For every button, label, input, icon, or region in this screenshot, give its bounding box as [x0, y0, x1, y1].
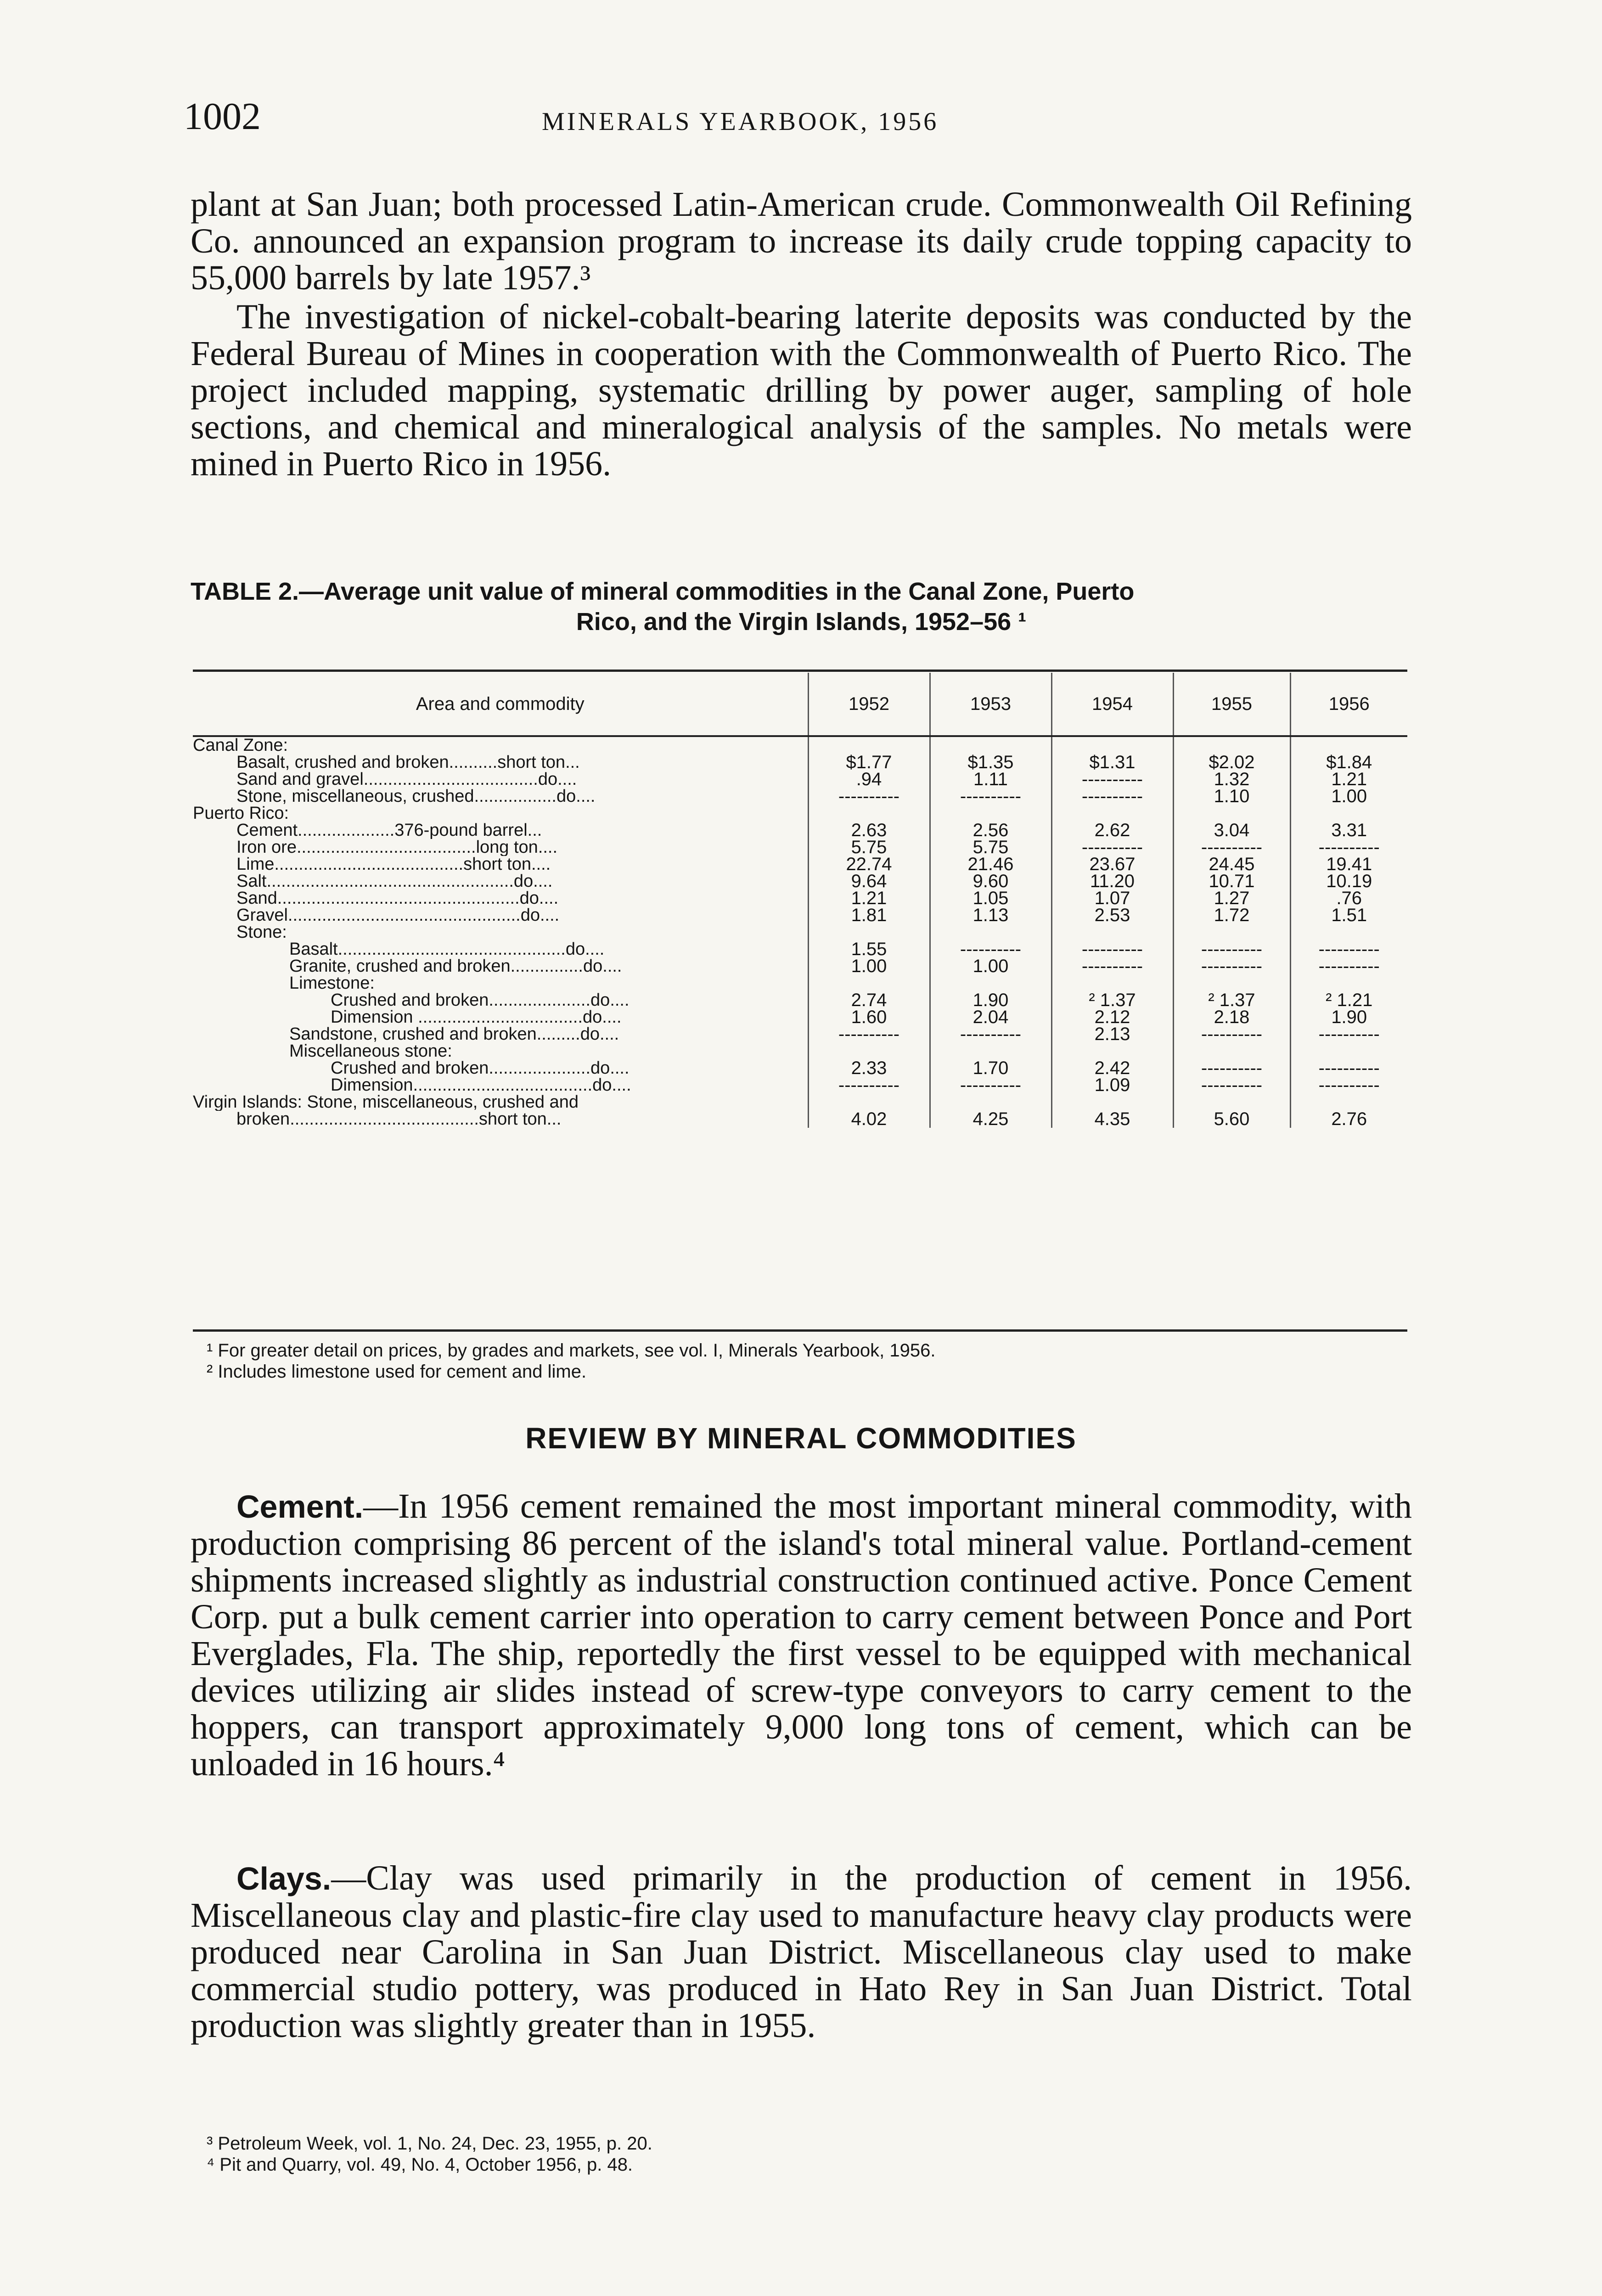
cell-1952: [808, 924, 930, 941]
cell-1952: 2.63: [808, 822, 930, 839]
table-row: [193, 1060, 1407, 1077]
table-row: [193, 975, 1407, 992]
cell-1952: 1.00: [808, 958, 930, 975]
page-footnote-3: ³ Petroleum Week, vol. 1, No. 24, Dec. 23, 1955, p. 20.: [207, 2133, 652, 2154]
cell-1953: 1.05: [930, 890, 1051, 907]
cell-1955: ----------: [1173, 1077, 1290, 1094]
row-label: Sandstone, crushed and broken.........do....: [289, 1026, 619, 1043]
cell-1954: 1.07: [1051, 890, 1173, 907]
cell-1956: ----------: [1290, 958, 1407, 975]
page-footnote-4: ⁴ Pit and Quarry, vol. 49, No. 4, October 1956, p. 48.: [207, 2155, 633, 2175]
cell-1956: [1290, 975, 1407, 992]
cell-1955: 5.60: [1173, 1111, 1290, 1128]
cell-1954: [1051, 975, 1173, 992]
cell-1956: 1.00: [1290, 788, 1407, 805]
cell-1953: 1.11: [930, 771, 1051, 788]
cell-1952: 2.74: [808, 992, 930, 1009]
cell-1953: [930, 1043, 1051, 1060]
table-row: [193, 958, 1407, 975]
cell-1956: ----------: [1290, 1026, 1407, 1043]
cell-1954: [1051, 924, 1173, 941]
clays-paragraph: [191, 1860, 1412, 2044]
cell-1955: [1173, 736, 1290, 754]
cell-1956: [1290, 736, 1407, 754]
row-label: Granite, crushed and broken...............do....: [289, 958, 622, 975]
unit-value-table: [193, 673, 1407, 1128]
cell-1953: 5.75: [930, 839, 1051, 856]
header-1954: 1954: [1051, 673, 1173, 736]
cell-1955: ----------: [1173, 941, 1290, 958]
cell-1955: 3.04: [1173, 822, 1290, 839]
row-label: Stone:: [236, 924, 287, 941]
cell-1952: 4.02: [808, 1111, 930, 1128]
header-1955: 1955: [1173, 673, 1290, 736]
table-row: [193, 754, 1407, 771]
table-row: [193, 822, 1407, 839]
cell-1953: 9.60: [930, 873, 1051, 890]
running-title: MINERALS YEARBOOK, 1956: [542, 107, 939, 136]
cell-1955: $2.02: [1173, 754, 1290, 771]
cell-1954: 2.62: [1051, 822, 1173, 839]
cell-1955: 1.27: [1173, 890, 1290, 907]
row-label: Stone, miscellaneous, crushed.................do....: [236, 788, 596, 805]
row-label: Limestone:: [289, 975, 375, 992]
cell-1954: $1.31: [1051, 754, 1173, 771]
row-label: broken.......................................short ton...: [236, 1111, 562, 1128]
cell-1953: ----------: [930, 941, 1051, 958]
row-label: Sand and gravel....................................do....: [236, 771, 577, 788]
row-label: Miscellaneous stone:: [289, 1043, 452, 1060]
table-footnote-1: ¹ For greater detail on prices, by grades and markets, see vol. I, Minerals Yearbook, 1956.: [207, 1340, 936, 1361]
laterite-paragraph: The investigation of nickel-cobalt-bearing laterite deposits was conducted by the Federal Bureau of Mines in cooperation with the Commonwealth of Puerto Rico. The project included mapping, systematic drilling by power auger, sampling of hole sections, and chemical and mineralogical analysis of the samples. No metals were mined in Puerto Rico in 1956.: [191, 298, 1412, 483]
section-heading: REVIEW BY MINERAL COMMODITIES: [525, 1422, 1077, 1455]
cell-1954: 2.12: [1051, 1009, 1173, 1026]
table-caption-line2: Rico, and the Virgin Islands, 1952–56 ¹: [576, 608, 1027, 636]
cell-1955: ----------: [1173, 1026, 1290, 1043]
cell-1954: ----------: [1051, 958, 1173, 975]
cell-1953: 2.56: [930, 822, 1051, 839]
row-label: Basalt...............................................do....: [289, 941, 605, 958]
cell-1954: 1.09: [1051, 1077, 1173, 1094]
cell-1955: 1.32: [1173, 771, 1290, 788]
cell-1954: [1051, 1043, 1173, 1060]
row-label: Gravel................................................do....: [236, 907, 560, 924]
intro-paragraph: plant at San Juan; both processed Latin-American crude. Commonwealth Oil Refining Co. announced an expansion program to increase its daily crude topping capacity to 55,000 barrels by late 1957.³: [191, 185, 1412, 297]
cell-1956: [1290, 1094, 1407, 1111]
cell-1952: ----------: [808, 788, 930, 805]
cell-1955: 10.71: [1173, 873, 1290, 890]
table-caption-line1: TABLE 2.—Average unit value of mineral commodities in the Canal Zone, Puerto: [191, 578, 1135, 605]
cell-1955: ² 1.37: [1173, 992, 1290, 1009]
cell-1952: 1.55: [808, 941, 930, 958]
cell-1952: ----------: [808, 1026, 930, 1043]
row-label: Crushed and broken.....................do....: [331, 1060, 630, 1077]
cell-1952: 9.64: [808, 873, 930, 890]
cell-1956: 1.21: [1290, 771, 1407, 788]
cell-1953: 2.04: [930, 1009, 1051, 1026]
cell-1952: 5.75: [808, 839, 930, 856]
cell-1953: [930, 975, 1051, 992]
cell-1953: 1.90: [930, 992, 1051, 1009]
cell-1956: 3.31: [1290, 822, 1407, 839]
header-1952: 1952: [808, 673, 930, 736]
table-caption: [191, 576, 1412, 637]
cell-1954: [1051, 805, 1173, 822]
cell-1956: ----------: [1290, 839, 1407, 856]
cell-1954: ² 1.37: [1051, 992, 1173, 1009]
cell-1954: ----------: [1051, 839, 1173, 856]
cell-1953: ----------: [930, 788, 1051, 805]
cell-1954: [1051, 1094, 1173, 1111]
row-label: Sand..................................................do....: [236, 890, 559, 907]
cell-1956: ----------: [1290, 1060, 1407, 1077]
header-1953: 1953: [930, 673, 1051, 736]
table-row: [193, 941, 1407, 958]
cell-1953: [930, 736, 1051, 754]
cell-1956: 10.19: [1290, 873, 1407, 890]
table-row: [193, 839, 1407, 856]
table-row: [193, 924, 1407, 941]
row-label: Dimension ..................................do....: [331, 1009, 622, 1026]
cell-1954: ----------: [1051, 941, 1173, 958]
cell-1953: [930, 924, 1051, 941]
cell-1952: [808, 1094, 930, 1111]
cell-1953: [930, 805, 1051, 822]
cell-1956: ----------: [1290, 1077, 1407, 1094]
cell-1952: ----------: [808, 1077, 930, 1094]
cement-text: —In 1956 cement remained the most important mineral commodity, with production comprising 86 percent of the island's total mineral value. Portland-cement shipments increased slightly as industrial construction continued active. Ponce Cement Corp. put a bulk cement carrier into operation to carry cement between Ponce and Port Everglades, Fla. The ship, reportedly the first vessel to be equipped with mechanical devices utilizing air slides instead of screw-type conveyors to carry cement to the hoppers, can transport approximately 9,000 long tons of cement, which can be unloaded in 16 hours.⁴: [191, 1487, 1412, 1783]
row-label: Crushed and broken.....................do....: [331, 992, 630, 1009]
cell-1955: 2.18: [1173, 1009, 1290, 1026]
header-area-commodity: Area and commodity: [193, 673, 808, 736]
header-1956: 1956: [1290, 673, 1407, 736]
cell-1955: [1173, 1094, 1290, 1111]
row-label: Salt...................................................do....: [236, 873, 553, 890]
cell-1955: 24.45: [1173, 856, 1290, 873]
table-bottom-rule: [193, 1329, 1407, 1332]
page-footnotes: [207, 2133, 652, 2175]
cell-1956: ----------: [1290, 941, 1407, 958]
cell-1956: ² 1.21: [1290, 992, 1407, 1009]
table-row: [193, 805, 1407, 822]
cell-1952: 2.33: [808, 1060, 930, 1077]
cell-1953: ----------: [930, 1077, 1051, 1094]
cell-1955: 1.10: [1173, 788, 1290, 805]
row-label: Dimension.....................................do....: [331, 1077, 631, 1094]
cell-1952: .94: [808, 771, 930, 788]
cell-1955: ----------: [1173, 839, 1290, 856]
table-header-row: [193, 673, 1407, 736]
table-top-rule: [193, 670, 1407, 672]
cell-1956: [1290, 805, 1407, 822]
cell-1954: ----------: [1051, 771, 1173, 788]
row-label: Lime.......................................short ton....: [236, 856, 551, 873]
cell-1954: 11.20: [1051, 873, 1173, 890]
page-number: 1002: [184, 95, 261, 138]
row-label: Cement....................376-pound barrel...: [236, 822, 542, 839]
cell-1954: ----------: [1051, 788, 1173, 805]
cell-1954: [1051, 736, 1173, 754]
table-row: [193, 992, 1407, 1009]
cell-1955: [1173, 1043, 1290, 1060]
table-row: [193, 1043, 1407, 1060]
table-row: [193, 873, 1407, 890]
cell-1955: ----------: [1173, 1060, 1290, 1077]
running-header: [184, 94, 1414, 145]
table-row: [193, 1009, 1407, 1026]
row-label: Puerto Rico:: [193, 805, 289, 822]
row-label: Virgin Islands: Stone, miscellaneous, crushed and: [193, 1094, 579, 1111]
table-row: [193, 856, 1407, 873]
cell-1952: [808, 736, 930, 754]
cell-1952: 1.21: [808, 890, 930, 907]
table-row: [193, 907, 1407, 924]
cell-1956: [1290, 1043, 1407, 1060]
cell-1955: [1173, 805, 1290, 822]
cell-1956: 2.76: [1290, 1111, 1407, 1128]
cell-1953: 1.13: [930, 907, 1051, 924]
row-label: Iron ore.....................................long ton....: [236, 839, 558, 856]
cell-1954: 2.42: [1051, 1060, 1173, 1077]
cell-1956: 19.41: [1290, 856, 1407, 873]
table-footnote-2: ² Includes limestone used for cement and lime.: [207, 1362, 587, 1382]
cell-1954: 23.67: [1051, 856, 1173, 873]
cell-1954: 2.53: [1051, 907, 1173, 924]
table-footnotes: [207, 1340, 936, 1382]
table-row: [193, 1111, 1407, 1128]
cell-1952: $1.77: [808, 754, 930, 771]
row-label: Basalt, crushed and broken..........short ton...: [236, 754, 580, 771]
table-row: [193, 1094, 1407, 1111]
cell-1952: 22.74: [808, 856, 930, 873]
cell-1955: ----------: [1173, 958, 1290, 975]
table-row: [193, 788, 1407, 805]
cell-1956: $1.84: [1290, 754, 1407, 771]
cell-1952: [808, 805, 930, 822]
cement-runin: Cement.: [236, 1489, 364, 1525]
cement-paragraph: [191, 1488, 1412, 1782]
clays-runin: Clays.: [236, 1861, 332, 1896]
cell-1955: [1173, 975, 1290, 992]
cell-1952: 1.60: [808, 1009, 930, 1026]
cell-1953: ----------: [930, 1026, 1051, 1043]
table-row: [193, 771, 1407, 788]
row-label: Canal Zone:: [193, 736, 288, 754]
cell-1953: 4.25: [930, 1111, 1051, 1128]
table-row: [193, 890, 1407, 907]
cell-1954: 4.35: [1051, 1111, 1173, 1128]
cell-1955: 1.72: [1173, 907, 1290, 924]
cell-1953: 1.70: [930, 1060, 1051, 1077]
cell-1956: 1.90: [1290, 1009, 1407, 1026]
cell-1952: 1.81: [808, 907, 930, 924]
table-row: [193, 1026, 1407, 1043]
table-row: [193, 1077, 1407, 1094]
clays-text: —Clay was used primarily in the production of cement in 1956. Miscellaneous clay and plastic-fire clay used to manufacture heavy clay products were produced near Carolina in San Juan District. Miscellaneous clay used to make commercial studio pottery, was produced in Hato Rey in San Juan District. Total production was slightly greater than in 1955.: [191, 1859, 1412, 2045]
cell-1952: [808, 1043, 930, 1060]
cell-1956: [1290, 924, 1407, 941]
cell-1955: [1173, 924, 1290, 941]
cell-1956: .76: [1290, 890, 1407, 907]
cell-1953: 1.00: [930, 958, 1051, 975]
cell-1953: 21.46: [930, 856, 1051, 873]
cell-1954: 2.13: [1051, 1026, 1173, 1043]
cell-1952: [808, 975, 930, 992]
cell-1953: [930, 1094, 1051, 1111]
cell-1956: 1.51: [1290, 907, 1407, 924]
cell-1953: $1.35: [930, 754, 1051, 771]
table-row: [193, 736, 1407, 754]
